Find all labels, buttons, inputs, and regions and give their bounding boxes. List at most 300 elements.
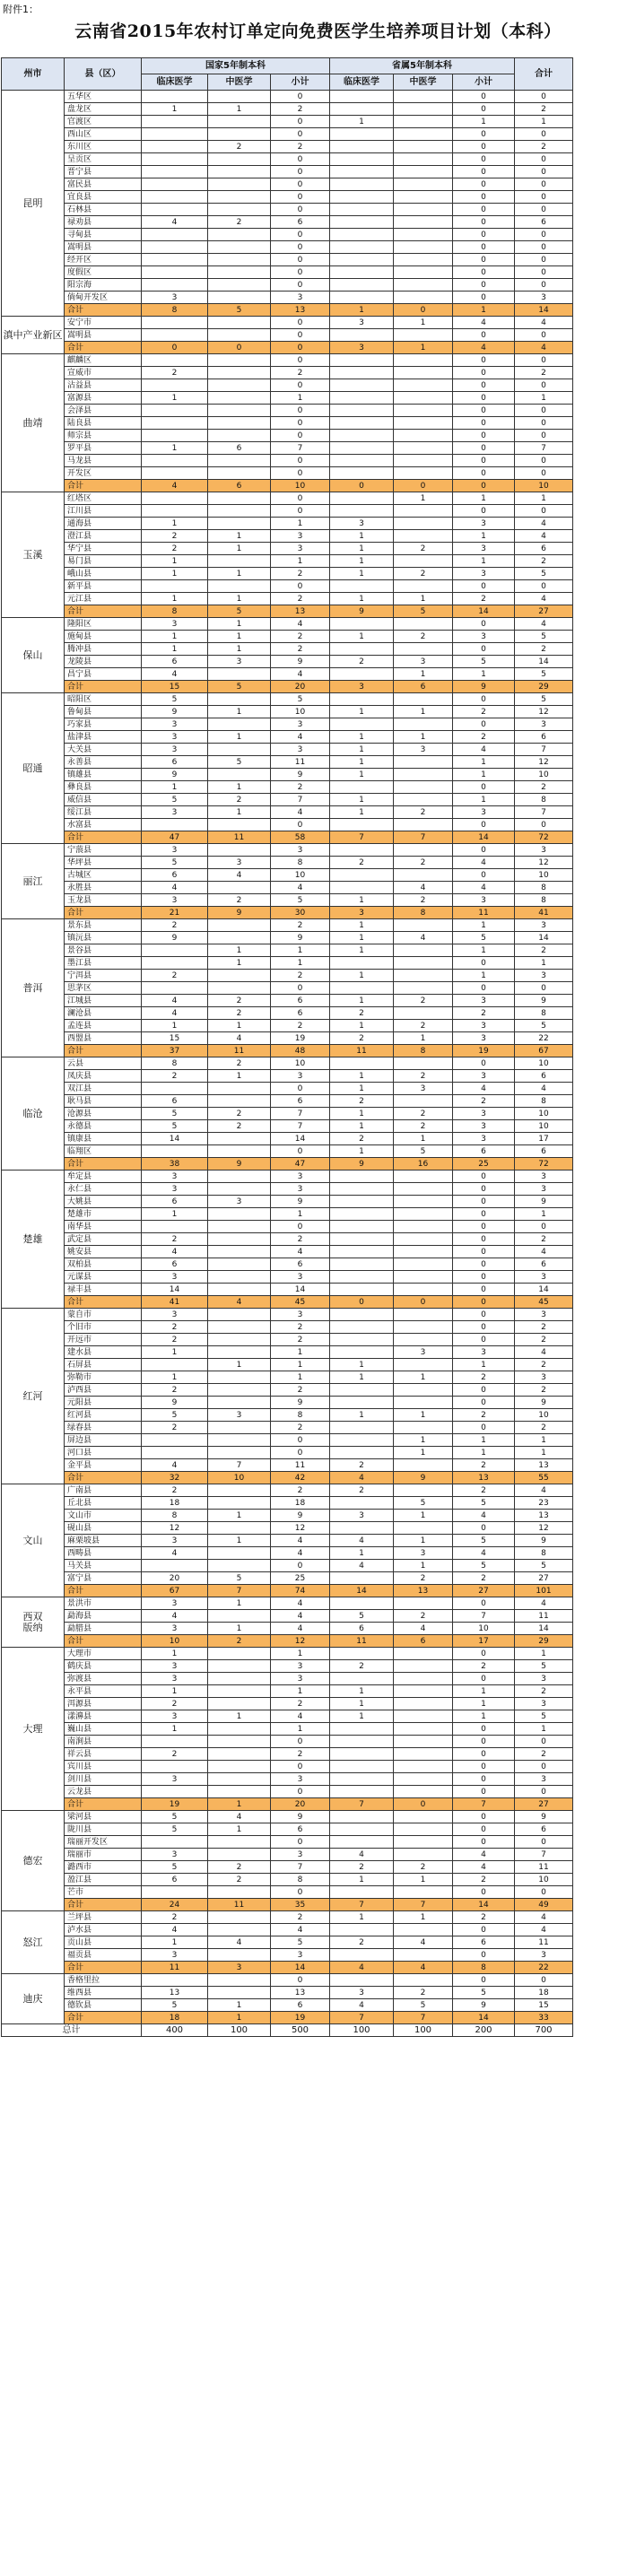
value-cell: 1 xyxy=(142,1685,208,1698)
value-cell: 5 xyxy=(453,932,515,944)
value-cell: 0 xyxy=(271,153,330,166)
prefecture-cell: 昭通 xyxy=(2,693,65,844)
value-cell xyxy=(394,1673,453,1685)
value-cell: 2 xyxy=(208,1108,271,1120)
value-cell xyxy=(142,957,208,970)
table-row xyxy=(2,392,573,405)
table-row xyxy=(2,706,573,718)
value-cell xyxy=(394,505,453,518)
county-cell: 呈贡区 xyxy=(65,153,142,166)
value-cell xyxy=(142,1221,208,1233)
value-cell xyxy=(394,794,453,806)
value-cell: 1 xyxy=(330,1547,394,1560)
value-cell xyxy=(330,1924,394,1936)
value-cell: 2 xyxy=(142,1334,208,1346)
value-cell: 0 xyxy=(515,178,573,191)
value-cell: 10 xyxy=(208,1472,271,1484)
value-cell xyxy=(330,693,394,706)
value-cell: 0 xyxy=(515,266,573,279)
county-cell: 石屏县 xyxy=(65,1359,142,1371)
value-cell xyxy=(208,505,271,518)
table-row xyxy=(2,1171,573,1183)
value-cell xyxy=(394,216,453,229)
value-cell xyxy=(330,1309,394,1321)
value-cell xyxy=(394,1183,453,1196)
value-cell: 12 xyxy=(515,1522,573,1535)
county-cell: 洱源县 xyxy=(65,1698,142,1710)
value-cell: 3 xyxy=(330,518,394,530)
value-cell: 1 xyxy=(208,1510,271,1522)
value-cell: 1 xyxy=(330,756,394,769)
value-cell: 2 xyxy=(394,894,453,907)
value-cell: 3 xyxy=(271,718,330,731)
value-cell: 1 xyxy=(330,1710,394,1723)
value-cell: 0 xyxy=(271,266,330,279)
value-cell: 3 xyxy=(453,894,515,907)
value-cell: 1 xyxy=(142,1648,208,1660)
value-cell: 18 xyxy=(515,1987,573,1999)
value-cell xyxy=(330,1786,394,1798)
value-cell: 3 xyxy=(330,1510,394,1522)
value-cell: 3 xyxy=(271,292,330,304)
subtotal-row xyxy=(2,1585,573,1597)
table-row xyxy=(2,1560,573,1572)
table-row xyxy=(2,1284,573,1296)
value-cell: 1 xyxy=(330,944,394,957)
value-cell xyxy=(208,1145,271,1158)
county-cell: 河口县 xyxy=(65,1447,142,1459)
value-cell: 5 xyxy=(208,1572,271,1585)
value-cell: 10 xyxy=(515,1057,573,1070)
value-cell: 1 xyxy=(142,643,208,656)
value-cell: 72 xyxy=(515,1158,573,1171)
value-cell xyxy=(394,819,453,831)
value-cell: 14 xyxy=(515,304,573,317)
table-row xyxy=(2,857,573,869)
county-cell: 蒙自市 xyxy=(65,1309,142,1321)
value-cell: 1 xyxy=(330,631,394,643)
county-cell: 潞西市 xyxy=(65,1861,142,1874)
value-cell: 17 xyxy=(515,1133,573,1145)
value-cell xyxy=(330,379,394,392)
subtotal-label-cell: 合计 xyxy=(65,831,142,844)
value-cell: 0 xyxy=(515,430,573,442)
value-cell: 74 xyxy=(271,1585,330,1597)
value-cell: 0 xyxy=(453,1736,515,1748)
value-cell: 2 xyxy=(515,1321,573,1334)
value-cell: 5 xyxy=(453,1497,515,1510)
value-cell: 0 xyxy=(142,342,208,354)
value-cell: 7 xyxy=(271,1108,330,1120)
value-cell: 2 xyxy=(271,1384,330,1397)
value-cell: 0 xyxy=(271,405,330,417)
value-cell xyxy=(394,1723,453,1736)
county-cell: 峨山县 xyxy=(65,568,142,580)
value-cell: 2 xyxy=(394,857,453,869)
value-cell: 0 xyxy=(453,618,515,631)
value-cell: 5 xyxy=(453,1560,515,1572)
value-cell: 8 xyxy=(515,894,573,907)
county-cell: 宜良县 xyxy=(65,191,142,204)
value-cell: 1 xyxy=(330,731,394,744)
county-cell: 弥渡县 xyxy=(65,1673,142,1685)
value-cell: 0 xyxy=(453,292,515,304)
value-cell: 4 xyxy=(208,1811,271,1823)
county-cell: 思茅区 xyxy=(65,982,142,995)
county-cell: 双柏县 xyxy=(65,1258,142,1271)
value-cell xyxy=(330,204,394,216)
county-cell: 武定县 xyxy=(65,1233,142,1246)
county-cell: 沾益县 xyxy=(65,379,142,392)
value-cell: 0 xyxy=(453,1761,515,1773)
value-cell: 2 xyxy=(515,781,573,794)
value-cell: 20 xyxy=(271,1798,330,1811)
value-cell xyxy=(330,1836,394,1849)
value-cell: 2 xyxy=(271,970,330,982)
value-cell: 3 xyxy=(271,1773,330,1786)
subtotal-label-cell: 合计 xyxy=(65,1296,142,1309)
value-cell: 42 xyxy=(271,1472,330,1484)
county-cell: 永善县 xyxy=(65,756,142,769)
table-row xyxy=(2,1371,573,1384)
value-cell: 3 xyxy=(142,1183,208,1196)
value-cell xyxy=(394,1057,453,1070)
value-cell: 20 xyxy=(271,681,330,693)
value-cell xyxy=(142,405,208,417)
value-cell: 0 xyxy=(271,430,330,442)
value-cell: 1 xyxy=(330,995,394,1007)
value-cell: 4 xyxy=(208,1936,271,1949)
value-cell xyxy=(142,944,208,957)
county-cell: 腾冲县 xyxy=(65,643,142,656)
value-cell: 11 xyxy=(330,1635,394,1648)
value-cell xyxy=(330,153,394,166)
county-cell: 墨江县 xyxy=(65,957,142,970)
value-cell: 0 xyxy=(271,241,330,254)
table-row xyxy=(2,1145,573,1158)
value-cell: 11 xyxy=(271,1459,330,1472)
value-cell xyxy=(142,91,208,103)
value-cell: 0 xyxy=(453,191,515,204)
value-cell xyxy=(142,455,208,467)
value-cell xyxy=(394,1522,453,1535)
value-cell: 0 xyxy=(453,266,515,279)
value-cell: 6 xyxy=(142,869,208,882)
value-cell: 8 xyxy=(271,1409,330,1422)
value-cell: 0 xyxy=(453,480,515,492)
value-cell: 6 xyxy=(271,1007,330,1020)
value-cell xyxy=(394,91,453,103)
value-cell: 3 xyxy=(515,1183,573,1196)
value-cell: 5 xyxy=(515,1660,573,1673)
value-cell xyxy=(142,166,208,178)
value-cell: 5 xyxy=(515,668,573,681)
value-cell: 0 xyxy=(271,455,330,467)
value-cell: 0 xyxy=(453,718,515,731)
county-cell: 镇雄县 xyxy=(65,769,142,781)
county-cell: 通海县 xyxy=(65,518,142,530)
value-cell: 3 xyxy=(453,568,515,580)
value-cell xyxy=(394,1095,453,1108)
county-cell: 维西县 xyxy=(65,1987,142,1999)
value-cell: 15 xyxy=(142,1032,208,1045)
value-cell xyxy=(208,1849,271,1861)
table-row xyxy=(2,1761,573,1773)
value-cell: 0 xyxy=(515,1786,573,1798)
value-cell xyxy=(394,1924,453,1936)
value-cell: 0 xyxy=(271,329,330,342)
value-cell xyxy=(330,1886,394,1899)
value-cell xyxy=(208,1321,271,1334)
value-cell: 1 xyxy=(142,781,208,794)
value-cell: 3 xyxy=(453,1346,515,1359)
value-cell: 0 xyxy=(453,781,515,794)
table-row xyxy=(2,103,573,116)
value-cell: 0 xyxy=(271,178,330,191)
value-cell: 67 xyxy=(515,1045,573,1057)
value-cell xyxy=(208,1522,271,1535)
value-cell: 1 xyxy=(330,116,394,128)
value-cell: 1 xyxy=(271,1359,330,1371)
table-row xyxy=(2,982,573,995)
county-cell: 麒麟区 xyxy=(65,354,142,367)
grand-total-value: 100 xyxy=(330,2024,394,2037)
value-cell xyxy=(208,354,271,367)
prefecture-cell: 西双 版纳 xyxy=(2,1597,65,1648)
value-cell: 0 xyxy=(453,1924,515,1936)
prefecture-cell: 曲靖 xyxy=(2,354,65,492)
value-cell: 2 xyxy=(394,1610,453,1623)
value-cell: 0 xyxy=(515,455,573,467)
value-cell: 5 xyxy=(515,568,573,580)
value-cell: 7 xyxy=(271,1120,330,1133)
table-row xyxy=(2,1911,573,1924)
value-cell xyxy=(394,618,453,631)
value-cell xyxy=(330,1422,394,1434)
value-cell: 2 xyxy=(515,1422,573,1434)
county-cell: 大关县 xyxy=(65,744,142,756)
value-cell xyxy=(330,279,394,292)
value-cell: 13 xyxy=(271,304,330,317)
value-cell: 3 xyxy=(515,1949,573,1962)
value-cell: 2 xyxy=(142,1321,208,1334)
county-cell: 砚山县 xyxy=(65,1522,142,1535)
document-title: 云南省2015年农村订单定向免费医学生培养项目计划（本科） xyxy=(74,22,562,41)
value-cell: 0 xyxy=(453,1171,515,1183)
value-cell xyxy=(208,204,271,216)
value-cell xyxy=(142,1083,208,1095)
value-cell: 1 xyxy=(453,1685,515,1698)
value-cell: 13 xyxy=(453,1472,515,1484)
value-cell: 7 xyxy=(453,1610,515,1623)
table-row xyxy=(2,518,573,530)
value-cell: 6 xyxy=(515,1070,573,1083)
county-cell: 绿春县 xyxy=(65,1422,142,1434)
value-cell: 0 xyxy=(453,1723,515,1736)
value-cell xyxy=(142,128,208,141)
value-cell xyxy=(208,241,271,254)
subtotal-row xyxy=(2,1296,573,1309)
value-cell: 23 xyxy=(515,1497,573,1510)
value-cell xyxy=(330,844,394,857)
value-cell: 1 xyxy=(271,1685,330,1698)
value-cell xyxy=(394,1685,453,1698)
county-cell: 巍山县 xyxy=(65,1723,142,1736)
value-cell: 2 xyxy=(271,1422,330,1434)
table-row xyxy=(2,1886,573,1899)
table-row xyxy=(2,718,573,731)
value-cell: 7 xyxy=(271,1861,330,1874)
value-cell xyxy=(330,1736,394,1748)
value-cell xyxy=(330,1334,394,1346)
table-row xyxy=(2,1723,573,1736)
value-cell: 11 xyxy=(208,1045,271,1057)
value-cell xyxy=(394,455,453,467)
table-row xyxy=(2,1823,573,1836)
subtotal-label-cell: 合计 xyxy=(65,1899,142,1911)
value-cell: 2 xyxy=(271,568,330,580)
table-row xyxy=(2,631,573,643)
county-cell: 威信县 xyxy=(65,794,142,806)
value-cell: 4 xyxy=(453,1510,515,1522)
value-cell: 47 xyxy=(142,831,208,844)
value-cell: 1 xyxy=(271,1208,330,1221)
value-cell: 7 xyxy=(271,794,330,806)
value-cell: 5 xyxy=(394,1497,453,1510)
value-cell xyxy=(208,329,271,342)
value-cell: 3 xyxy=(394,656,453,668)
subtotal-label-cell: 合计 xyxy=(65,605,142,618)
county-cell: 隆阳区 xyxy=(65,618,142,631)
value-cell: 1 xyxy=(394,1434,453,1447)
value-cell xyxy=(208,1723,271,1736)
value-cell: 4 xyxy=(142,1547,208,1560)
value-cell: 1 xyxy=(330,555,394,568)
value-cell xyxy=(208,1736,271,1748)
value-cell: 0 xyxy=(271,1560,330,1572)
county-cell: 昭阳区 xyxy=(65,693,142,706)
value-cell: 9 xyxy=(271,1397,330,1409)
value-cell xyxy=(330,1057,394,1070)
value-cell: 6 xyxy=(515,1823,573,1836)
value-cell xyxy=(330,1823,394,1836)
value-cell xyxy=(330,430,394,442)
county-cell: 漾濞县 xyxy=(65,1710,142,1723)
value-cell: 22 xyxy=(515,1962,573,1974)
value-cell: 1 xyxy=(208,731,271,744)
value-cell: 5 xyxy=(394,605,453,618)
value-cell: 1 xyxy=(330,1083,394,1095)
value-cell xyxy=(330,1221,394,1233)
value-cell: 0 xyxy=(453,982,515,995)
value-cell xyxy=(394,1246,453,1258)
value-cell: 4 xyxy=(515,1597,573,1610)
value-cell xyxy=(208,254,271,266)
value-cell xyxy=(394,292,453,304)
value-cell: 3 xyxy=(394,1547,453,1560)
value-cell: 5 xyxy=(208,605,271,618)
value-cell: 11 xyxy=(271,756,330,769)
value-cell: 2 xyxy=(453,1459,515,1472)
value-cell xyxy=(208,1384,271,1397)
value-cell: 0 xyxy=(330,1296,394,1309)
table-row xyxy=(2,442,573,455)
value-cell: 2 xyxy=(208,141,271,153)
value-cell: 2 xyxy=(271,781,330,794)
county-cell: 东川区 xyxy=(65,141,142,153)
value-cell xyxy=(208,1773,271,1786)
value-cell xyxy=(208,518,271,530)
subtotal-row xyxy=(2,1635,573,1648)
value-cell: 9 xyxy=(453,681,515,693)
value-cell: 1 xyxy=(330,1409,394,1422)
value-cell: 1 xyxy=(142,518,208,530)
value-cell: 1 xyxy=(330,543,394,555)
county-cell: 西盟县 xyxy=(65,1032,142,1045)
subtotal-row xyxy=(2,1158,573,1171)
value-cell: 4 xyxy=(271,1710,330,1723)
value-cell: 14 xyxy=(453,831,515,844)
value-cell xyxy=(208,693,271,706)
value-cell xyxy=(208,178,271,191)
table-row xyxy=(2,919,573,932)
value-cell: 3 xyxy=(330,907,394,919)
value-cell: 3 xyxy=(453,1070,515,1083)
value-cell: 0 xyxy=(515,1974,573,1987)
value-cell: 2 xyxy=(330,1936,394,1949)
value-cell: 6 xyxy=(208,442,271,455)
value-cell: 0 xyxy=(453,1836,515,1849)
county-cell: 盐津县 xyxy=(65,731,142,744)
value-cell: 2 xyxy=(515,555,573,568)
value-cell: 6 xyxy=(271,1095,330,1108)
header-provincial-clinical: 临床医学 xyxy=(330,74,394,91)
value-cell: 5 xyxy=(330,1610,394,1623)
value-cell: 1 xyxy=(515,116,573,128)
county-cell: 度假区 xyxy=(65,266,142,279)
value-cell xyxy=(208,1346,271,1359)
value-cell: 35 xyxy=(271,1899,330,1911)
value-cell: 0 xyxy=(453,216,515,229)
value-cell: 25 xyxy=(271,1572,330,1585)
value-cell xyxy=(330,781,394,794)
value-cell: 4 xyxy=(453,1083,515,1095)
value-cell: 10 xyxy=(142,1635,208,1648)
value-cell xyxy=(330,354,394,367)
value-cell xyxy=(330,467,394,480)
value-cell: 1 xyxy=(394,1874,453,1886)
value-cell: 0 xyxy=(453,1786,515,1798)
header-national-clinical: 临床医学 xyxy=(142,74,208,91)
value-cell: 1 xyxy=(515,1434,573,1447)
value-cell: 1 xyxy=(394,342,453,354)
value-cell: 1 xyxy=(330,970,394,982)
value-cell: 8 xyxy=(142,605,208,618)
value-cell xyxy=(142,467,208,480)
value-cell: 9 xyxy=(271,932,330,944)
value-cell: 3 xyxy=(271,1271,330,1284)
value-cell: 1 xyxy=(394,706,453,718)
value-cell: 12 xyxy=(515,857,573,869)
value-cell xyxy=(208,1761,271,1773)
value-cell: 5 xyxy=(142,1861,208,1874)
value-cell: 0 xyxy=(453,1811,515,1823)
table-row xyxy=(2,116,573,128)
value-cell: 0 xyxy=(453,1321,515,1334)
value-cell: 0 xyxy=(453,819,515,831)
subtotal-label-cell: 合计 xyxy=(65,2012,142,2024)
value-cell: 4 xyxy=(142,1246,208,1258)
